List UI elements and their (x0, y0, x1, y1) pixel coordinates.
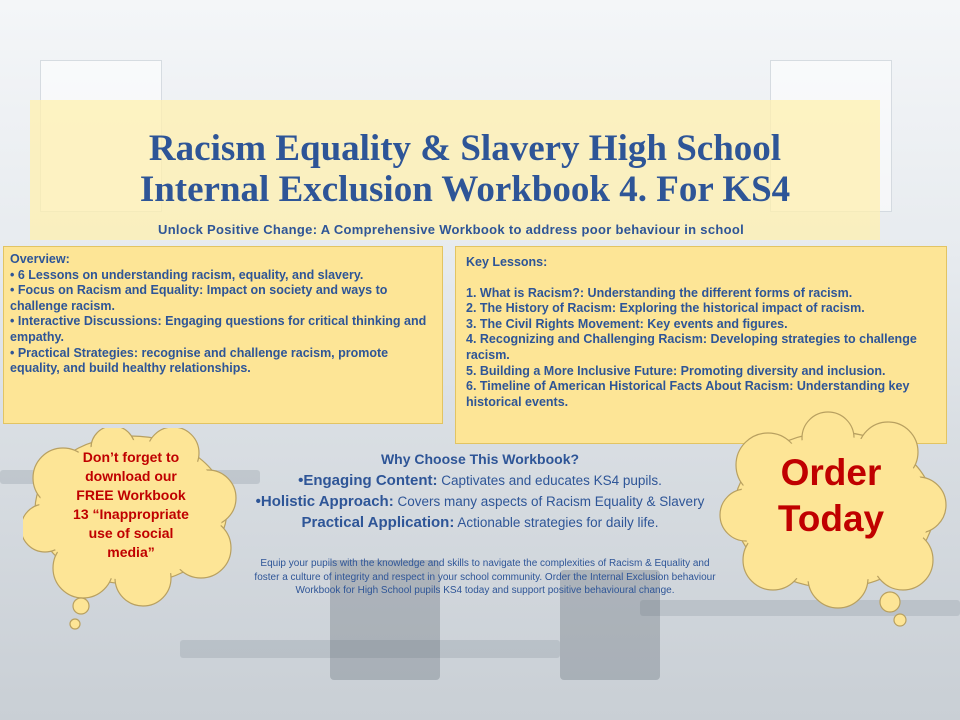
cloud-line: Today (777, 498, 885, 539)
overview-item: • 6 Lessons on understanding racism, equality, and slavery. (10, 267, 364, 282)
why-text: Captivates and educates KS4 pupils. (437, 473, 662, 488)
cloud-line: download our (85, 468, 177, 484)
equip-paragraph: Equip your pupils with the knowledge and skills to navigate the complexities of Racism & Equality and foster a culture of integrity and respect in your school community. Order the Internal Exclusion behaviour Workbook for High School pupils KS4 today and support positive behavioural change. (254, 558, 716, 596)
page-title (0, 128, 930, 210)
free-workbook-cloud[interactable] (23, 428, 243, 638)
why-label: Practical Application: (301, 514, 455, 531)
lesson-item: 1. What is Racism?: Understanding the different forms of racism. (466, 285, 853, 300)
why-holistic (225, 491, 735, 533)
cloud-line: FREE Workbook (76, 487, 186, 503)
overview-item: • Focus on Racism and Equality: Impact on society and ways to challenge racism. (10, 283, 388, 313)
key-lessons-heading: Key Lessons: (466, 255, 548, 269)
order-today-text (746, 450, 916, 542)
why-label: •Holistic Approach: (255, 493, 394, 510)
why-text: Covers many aspects of Racism Equality & Slavery (393, 494, 705, 509)
lesson-item: 3. The Civil Rights Movement: Key events and figures. (466, 316, 788, 331)
lesson-item: 4. Recognizing and Challenging Racism: Developing strategies to challenge racism. (466, 332, 917, 362)
why-engaging (225, 470, 735, 491)
lesson-item: 6. Timeline of American Historical Facts About Racism: Understanding key historical events. (466, 379, 910, 409)
why-heading: Why Choose This Workbook? (380, 451, 580, 467)
cloud-line: Don’t forget to (82, 449, 180, 465)
overview-heading: Overview: (10, 252, 70, 266)
lesson-item: 2. The History of Racism: Exploring the historical impact of racism. (466, 301, 865, 316)
overview-item: • Practical Strategies: recognise and challenge racism, promote equality, and build healthy relationships. (10, 345, 389, 376)
why-label: •Engaging Content: (298, 472, 438, 489)
order-today-cloud[interactable] (718, 410, 950, 630)
overview-item: • Interactive Discussions: Engaging questions for critical thinking and empathy. (10, 314, 427, 344)
cloud-line: media” (107, 544, 155, 560)
lesson-item: 5. Building a More Inclusive Future: Promoting diversity and inclusion. (466, 363, 886, 378)
why-text: Actionable strategies for daily life. (454, 515, 659, 530)
free-workbook-text (51, 448, 211, 562)
cloud-line: Order (780, 452, 882, 493)
subtitle: Unlock Positive Change: A Comprehensive Workbook to address poor behaviour in school (158, 222, 744, 237)
cloud-line: use of social (88, 525, 174, 541)
overview-box (3, 246, 443, 424)
title-line-1: Racism Equality & Slavery High School (148, 128, 782, 169)
why-section (225, 449, 735, 533)
cloud-line: 13 “Inappropriate (73, 506, 189, 522)
title-line-2: Internal Exclusion Workbook 4. For KS4 (139, 169, 791, 210)
